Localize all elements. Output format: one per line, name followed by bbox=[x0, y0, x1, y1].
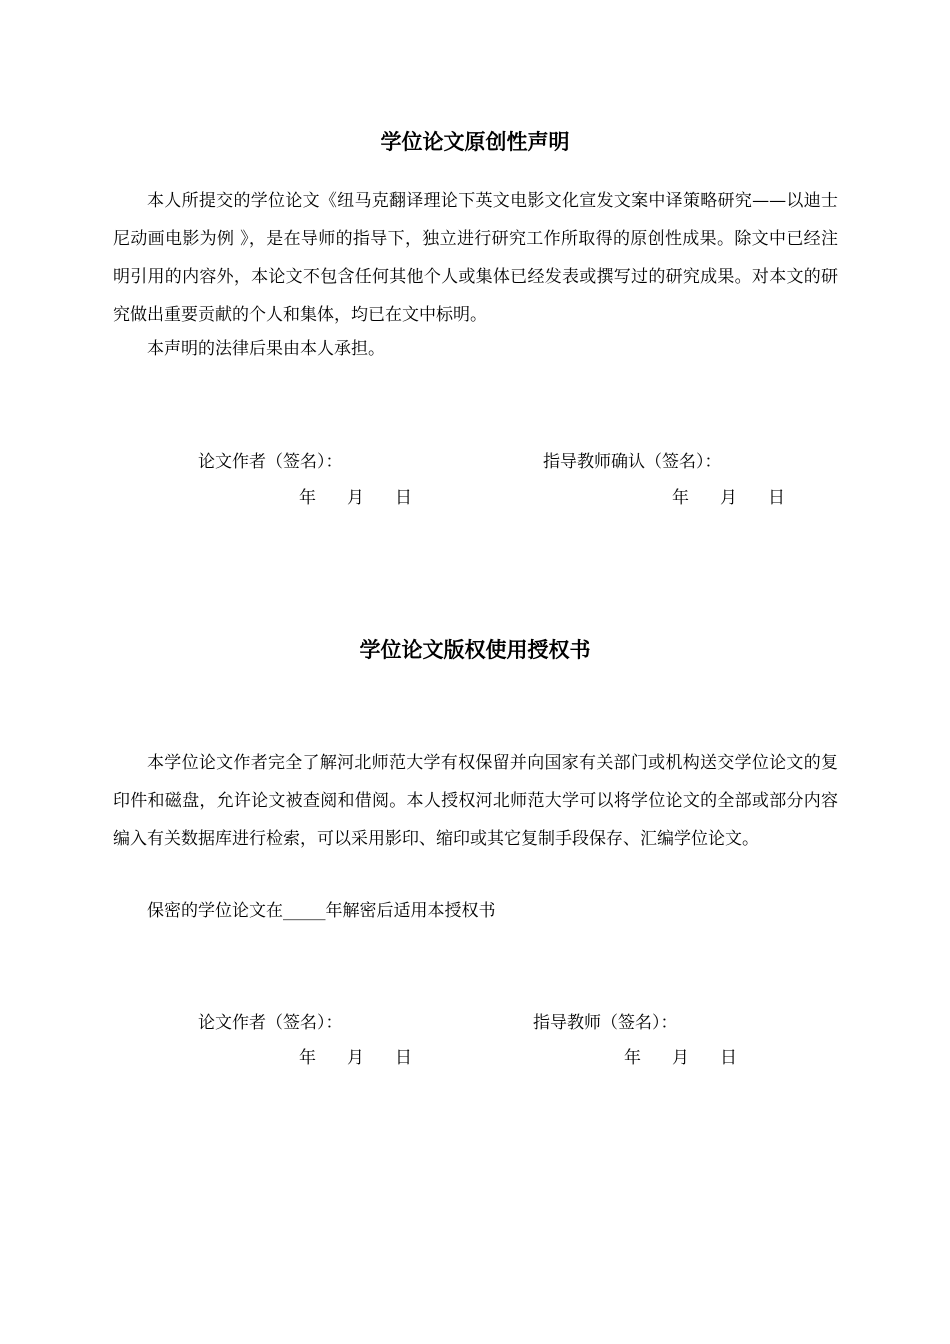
declaration-advisor-date-day: 日 bbox=[768, 488, 785, 508]
authorization-author-date-month: 月 bbox=[347, 1048, 364, 1068]
authorization-advisor-date-month: 月 bbox=[672, 1048, 689, 1068]
authorization-author-signature-label: 论文作者（签名）： bbox=[198, 1013, 343, 1033]
declaration-legal-note: 本声明的法律后果由本人承担。 bbox=[147, 339, 385, 359]
declaration-author-date-year: 年 bbox=[299, 488, 316, 508]
authorization-author-date-year: 年 bbox=[299, 1048, 316, 1068]
authorization-title: 学位论文版权使用授权书 bbox=[359, 638, 591, 662]
declaration-title: 学位论文原创性声明 bbox=[380, 130, 570, 154]
declaration-advisor-signature-label: 指导教师确认（签名）： bbox=[543, 452, 722, 472]
declaration-advisor-date-year: 年 bbox=[672, 488, 689, 508]
declaration-author-signature-label: 论文作者（签名）： bbox=[198, 452, 343, 472]
authorization-advisor-date-day: 日 bbox=[720, 1048, 737, 1068]
authorization-advisor-signature-label: 指导教师（签名）： bbox=[533, 1013, 678, 1033]
authorization-paragraph: 本学位论文作者完全了解河北师范大学有权保留并向国家有关部门或机构送交学位论文的复印件和磁盘，允许论文被查阅和借阅。本人授权河北师范大学可以将学位论文的全部或部分内容编入有关数据库进行检索，可以采用影印、缩印或其它复制手段保存、汇编学位论文。 bbox=[113, 753, 838, 849]
authorization-confidential-note: 保密的学位论文在_____年解密后适用本授权书 bbox=[147, 901, 496, 921]
declaration-author-date-day: 日 bbox=[395, 488, 412, 508]
authorization-advisor-date-year: 年 bbox=[624, 1048, 641, 1068]
declaration-paragraph: 本人所提交的学位论文《纽马克翻译理论下英文电影文化宣发文案中译策略研究——以迪士尼动画电影为例 》，是在导师的指导下，独立进行研究工作所取得的原创性成果。除文中已经注明引用的内容外，本论文不包含任何其他个人或集体已经发表或撰写过的研究成果。对本文的研究做出重要贡献的个人和集体，均已在文中标明。 bbox=[113, 191, 838, 325]
declaration-author-date-month: 月 bbox=[347, 488, 364, 508]
declaration-advisor-date-month: 月 bbox=[720, 488, 737, 508]
authorization-author-date-day: 日 bbox=[395, 1048, 412, 1068]
